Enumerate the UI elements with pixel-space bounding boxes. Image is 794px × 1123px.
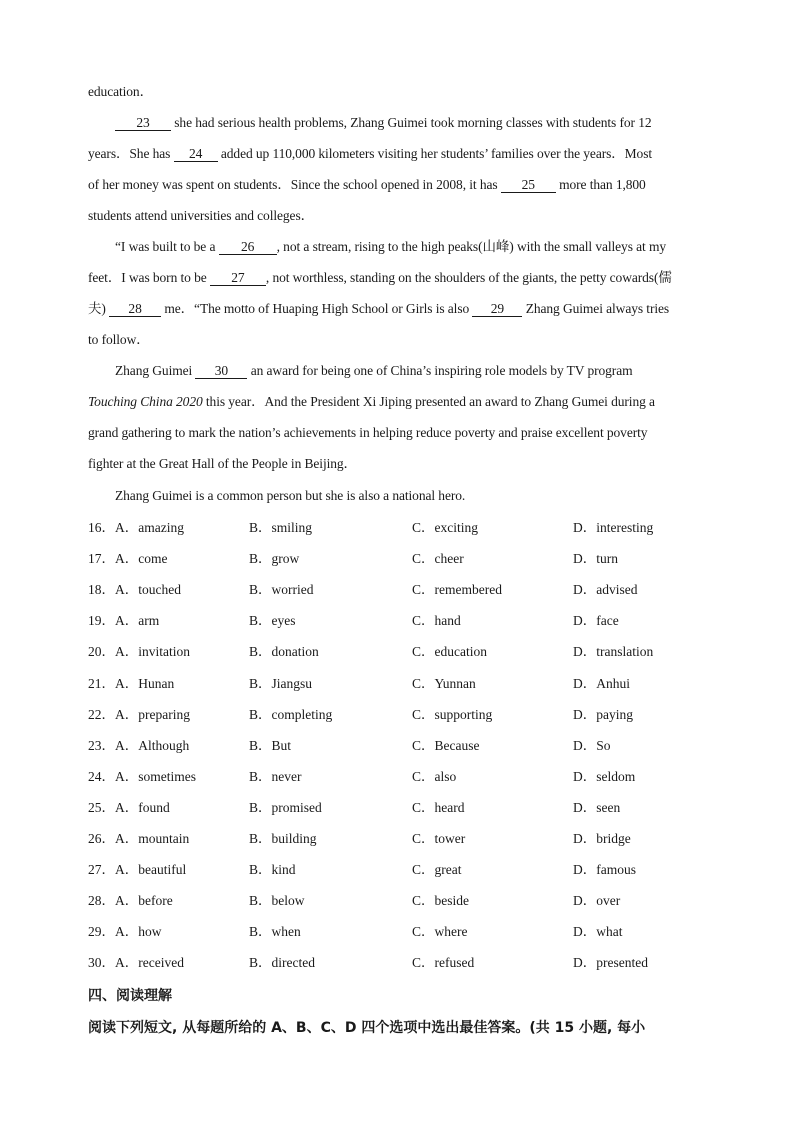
question-row bbox=[88, 737, 728, 755]
passage-text: Zhang Guimei is a common person but she is also a national hero. bbox=[115, 488, 466, 503]
option-d[interactable]: D．bridge bbox=[573, 831, 631, 846]
option-c[interactable]: C．exciting bbox=[412, 520, 478, 535]
passage-text: me．“The motto of Huaping High School or Girls is also bbox=[161, 301, 473, 316]
option-d[interactable]: D．face bbox=[573, 613, 619, 629]
question-row bbox=[88, 706, 728, 724]
question-row bbox=[88, 892, 728, 910]
passage-line bbox=[88, 455, 718, 473]
option-b[interactable]: B．completing bbox=[249, 706, 333, 722]
blank-30[interactable]: 30 bbox=[195, 363, 247, 379]
passage-text: to follow． bbox=[88, 332, 150, 347]
passage-text: education． bbox=[88, 84, 153, 99]
passage-text: Zhang Guimei bbox=[115, 363, 196, 378]
option-b[interactable]: B．smiling bbox=[249, 520, 313, 535]
option-c[interactable]: C．hand bbox=[412, 613, 461, 629]
option-a[interactable]: 28．A．before bbox=[88, 893, 173, 909]
option-c[interactable]: C．also bbox=[412, 768, 457, 784]
option-b[interactable]: B．But bbox=[249, 737, 292, 753]
option-c[interactable]: C．tower bbox=[412, 831, 466, 846]
option-d[interactable]: D．Anhui bbox=[573, 675, 630, 691]
option-b[interactable]: B．never bbox=[249, 768, 302, 784]
option-c[interactable]: C．refused bbox=[412, 955, 475, 971]
option-c[interactable]: C．heard bbox=[412, 799, 465, 815]
passage-line bbox=[88, 331, 718, 349]
option-a[interactable]: 23．A．Although bbox=[88, 737, 190, 753]
option-b[interactable]: B．below bbox=[249, 893, 305, 909]
option-a[interactable]: 26．A．mountain bbox=[88, 831, 190, 846]
section-instruction: 阅读下列短文, 从每题所给的 A、B、C、D 四个选项中选出最佳答案。(共 15 小题, 每小 bbox=[88, 1020, 646, 1036]
option-b[interactable]: B．Jiangsu bbox=[249, 675, 313, 691]
passage-line bbox=[115, 114, 718, 132]
option-a[interactable]: 24．A．sometimes bbox=[88, 768, 196, 784]
option-a[interactable]: 20．A．invitation bbox=[88, 644, 190, 660]
passage-text: an award for being one of China’s inspiring role models by TV program bbox=[247, 363, 633, 378]
option-d[interactable]: D．seen bbox=[573, 799, 621, 815]
option-d[interactable]: D．what bbox=[573, 924, 623, 940]
option-a[interactable]: 25．A．found bbox=[88, 799, 170, 815]
passage-line bbox=[88, 424, 718, 442]
option-a[interactable]: 29．A．how bbox=[88, 924, 162, 940]
option-a[interactable]: 30．A．received bbox=[88, 955, 184, 971]
section-title: 四、阅读理解 bbox=[88, 988, 172, 1004]
passage-line bbox=[88, 269, 718, 287]
option-d[interactable]: D．translation bbox=[573, 644, 654, 660]
option-d[interactable]: D．turn bbox=[573, 551, 618, 567]
passage-text: feet．I was born to be bbox=[88, 270, 210, 285]
blank-27[interactable]: 27 bbox=[210, 270, 266, 286]
option-b[interactable]: B．eyes bbox=[249, 613, 296, 629]
option-d[interactable]: D．advised bbox=[573, 582, 638, 598]
option-a[interactable]: 22．A．preparing bbox=[88, 706, 190, 722]
option-d[interactable]: D．over bbox=[573, 893, 621, 909]
passage-text: years．She has bbox=[88, 146, 174, 161]
option-c[interactable]: C．education bbox=[412, 644, 487, 660]
option-c[interactable]: C．beside bbox=[412, 893, 469, 909]
blank-23[interactable]: 23 bbox=[115, 115, 171, 131]
passage-line bbox=[115, 487, 718, 505]
passage-text: fighter at the Great Hall of the People in Beijing． bbox=[88, 456, 357, 471]
question-row bbox=[88, 768, 728, 786]
option-c[interactable]: C．Because bbox=[412, 737, 480, 753]
option-c[interactable]: C．remembered bbox=[412, 582, 502, 598]
passage-text: , not a stream, rising to the high peaks(山峰) with the small valleys at my bbox=[276, 239, 667, 254]
question-row bbox=[88, 954, 728, 972]
blank-28[interactable]: 28 bbox=[109, 301, 161, 317]
question-row bbox=[88, 861, 728, 879]
passage-line bbox=[115, 238, 718, 256]
question-row bbox=[88, 799, 728, 817]
option-c[interactable]: C．great bbox=[412, 862, 462, 878]
passage-text: of her money was spent on students．Since the school opened in 2008, it has bbox=[88, 177, 501, 192]
passage-line bbox=[88, 145, 718, 163]
option-d[interactable]: D．So bbox=[573, 737, 611, 753]
option-b[interactable]: B．promised bbox=[249, 799, 322, 815]
question-row bbox=[88, 550, 728, 568]
passage-text: more than 1,800 bbox=[559, 177, 646, 192]
option-d[interactable]: D．presented bbox=[573, 955, 648, 971]
blank-29[interactable]: 29 bbox=[472, 301, 522, 317]
passage-text: she had serious health problems, Zhang Guimei took morning classes with students for 12 bbox=[174, 115, 652, 130]
question-row bbox=[88, 830, 728, 848]
passage-text: added up 110,000 kilometers visiting her students’ families over the years．Most bbox=[220, 146, 653, 161]
option-a[interactable]: 18．A．touched bbox=[88, 582, 181, 598]
option-a[interactable]: 21．A．Hunan bbox=[88, 675, 175, 691]
option-b[interactable]: B．directed bbox=[249, 955, 315, 971]
passage-text: , not worthless, standing on the shoulders of the giants, the petty cowards(儒 bbox=[265, 270, 672, 285]
passage-line bbox=[88, 83, 718, 101]
option-b[interactable]: B．building bbox=[249, 831, 317, 846]
passage-line bbox=[88, 176, 718, 194]
passage-line bbox=[88, 207, 718, 225]
option-d[interactable]: D．famous bbox=[573, 862, 636, 878]
question-row bbox=[88, 643, 728, 661]
passage-line bbox=[88, 300, 718, 318]
question-row bbox=[88, 923, 728, 941]
passage-line bbox=[115, 362, 718, 380]
option-b[interactable]: B．worried bbox=[249, 582, 314, 598]
option-a[interactable]: 27．A．beautiful bbox=[88, 862, 187, 878]
passage-text: grand gathering to mark the nation’s achievements in helping reduce poverty and praise excellent poverty bbox=[88, 425, 648, 440]
option-d[interactable]: D．interesting bbox=[573, 520, 654, 535]
blank-24[interactable]: 24 bbox=[174, 146, 218, 162]
question-row bbox=[88, 519, 728, 537]
question-row bbox=[88, 612, 728, 630]
option-a[interactable]: 16．A．amazing bbox=[88, 520, 184, 535]
option-c[interactable]: C．Yunnan bbox=[412, 675, 476, 691]
option-c[interactable]: C．where bbox=[412, 924, 468, 940]
option-d[interactable]: D．seldom bbox=[573, 768, 636, 784]
blank-26[interactable]: 26 bbox=[219, 239, 277, 255]
option-b[interactable]: B．grow bbox=[249, 551, 300, 567]
question-row bbox=[88, 581, 728, 599]
option-d[interactable]: D．paying bbox=[573, 706, 633, 722]
option-c[interactable]: C．supporting bbox=[412, 706, 493, 722]
blank-25[interactable]: 25 bbox=[501, 177, 556, 193]
passage-line bbox=[88, 393, 718, 411]
option-b[interactable]: B．donation bbox=[249, 644, 319, 660]
passage-text: Zhang Guimei always tries bbox=[522, 301, 670, 316]
passage-text: “I was built to be a bbox=[115, 239, 219, 254]
passage-text: this year．And the President Xi Jiping presented an award to Zhang Gumei during a bbox=[202, 394, 655, 409]
question-row bbox=[88, 675, 728, 693]
option-c[interactable]: C．cheer bbox=[412, 551, 464, 567]
program-title: Touching China 2020 bbox=[88, 394, 203, 409]
option-a[interactable]: 19．A．arm bbox=[88, 613, 160, 629]
option-b[interactable]: B．kind bbox=[249, 862, 296, 878]
option-a[interactable]: 17．A．come bbox=[88, 551, 168, 567]
passage-text: students attend universities and colleges． bbox=[88, 208, 314, 223]
passage-text: 夫) bbox=[88, 301, 110, 316]
option-b[interactable]: B．when bbox=[249, 924, 301, 940]
